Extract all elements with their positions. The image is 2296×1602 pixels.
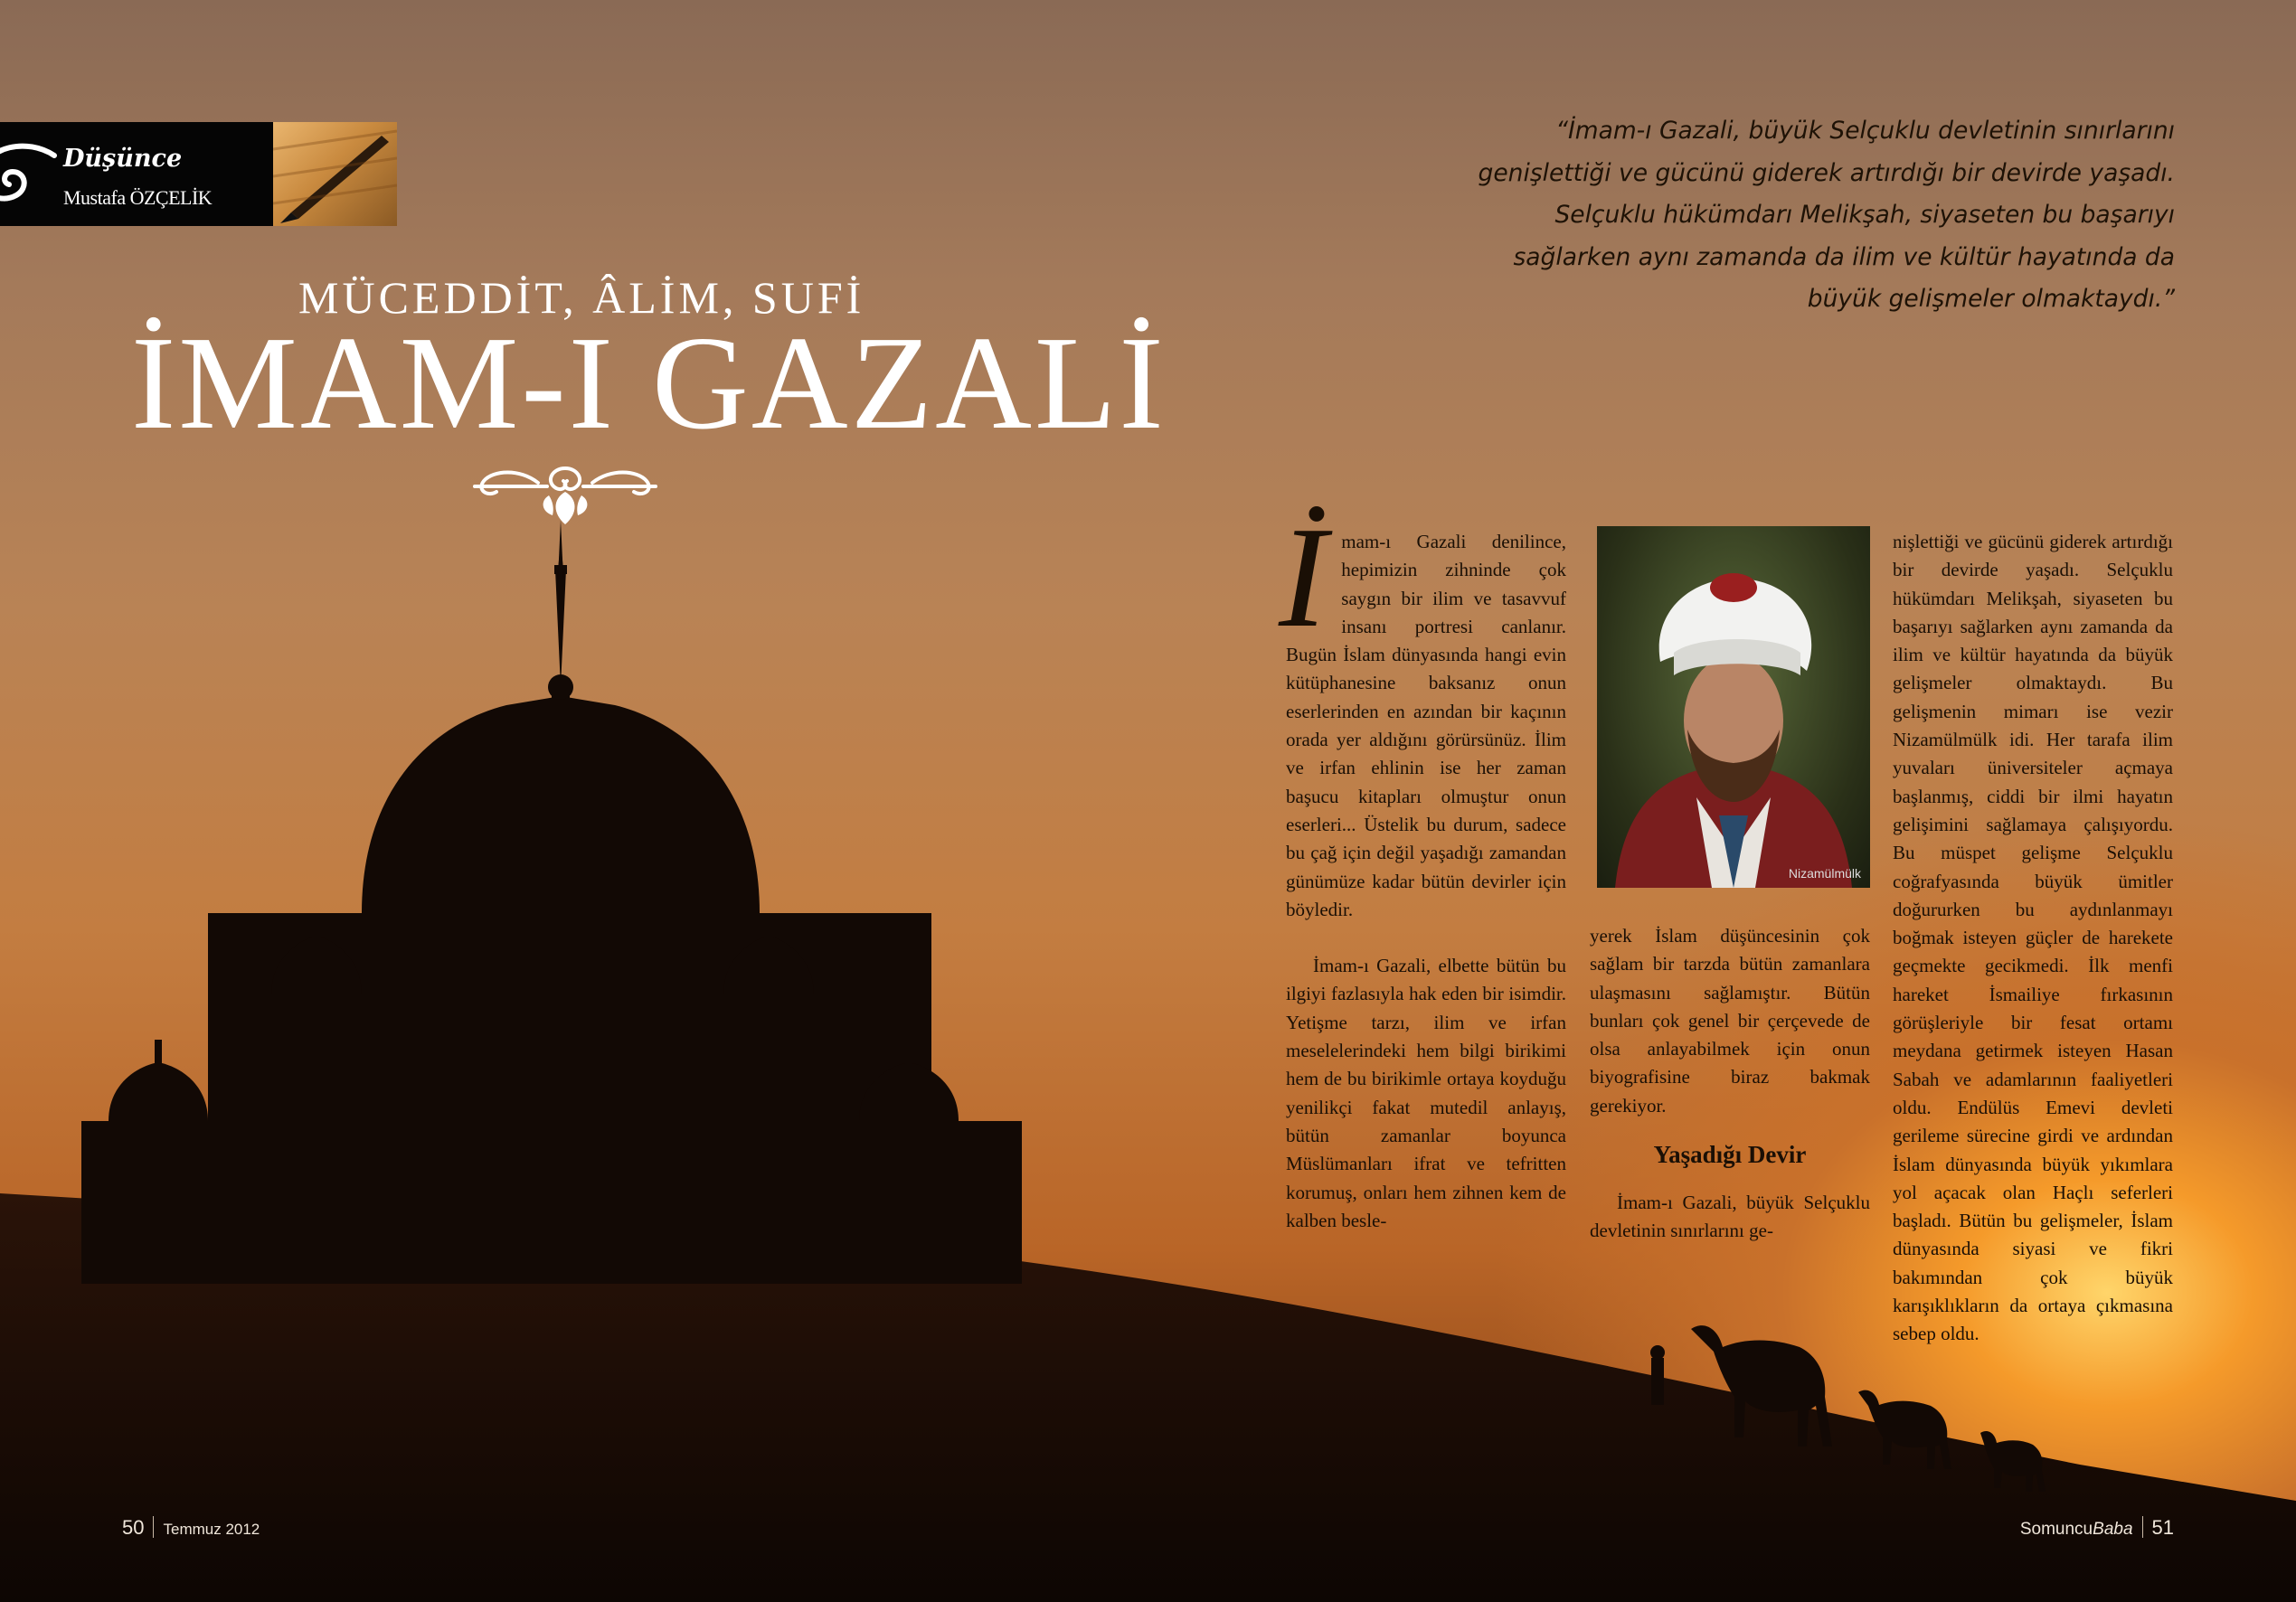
portrait-image — [1597, 526, 1870, 888]
paragraph-2: İmam-ı Gazali, elbette bütün bu ilgiyi fazlasıyla hak eden bir isimdir. Yetişme tarzı, ilim ve irfan meselelerindeki hem bilgi birikimi hem de bu birikimle ortaya koyduğu yenilikçi fakat mutedil anlayış, bütün zamanlar boyunca Müslümanları ifrat ve tefritten korumuş, onları hem zihnen kem de kalben besle- — [1286, 955, 1566, 1231]
paragraph-2-continued: yerek İslam düşüncesinin çok sağlam bir tarzda bütün zamanlara ulaşmasını sağlamıştır. Bütün bunları çok genel bir çerçevede de olsa anlayabilmek için onun biyografisine biraz bakmak gerekiyor. — [1590, 925, 1870, 1117]
section-label: Düşünce — [63, 145, 183, 173]
opening-paragraph: İmam-ı Gazali denilince, hepimizin zihninde çok saygın bir ilim ve tasavvuf insanı portresi canlanır. Bugün İslam dünyasında hangi evin kütüphanesine baksanız onun eserlerinden en azından bir kaçının orada yer aldığını görürsünüz. İlim ve irfan ehlinin ise her zaman başucu kitapları olmuştur onun eserleri... Üstelik bu durum, sadece bu çağ için değil yaşadığı zamandan günümüze kadar bütün devirler için böyledir. — [1279, 496, 1566, 920]
page-number-right: 51 — [2151, 1516, 2174, 1539]
page-number-left: 50 — [122, 1516, 145, 1539]
portrait-illustration — [1597, 526, 1870, 888]
pull-quote: “İmam-ı Gazali, büyük Selçuklu devletinin sınırlarını genişlettiği ve gücünü giderek artırdığı bir devirde yaşadı. Selçuklu hükümdarı Melikşah, siyaseten bu başarıyı sağlarken aynı zamanda da ilim ve kültür hayatında da büyük gelişmeler olmaktaydı.” — [1478, 117, 2175, 313]
body-column-1 — [1279, 496, 1566, 1235]
pen-photo — [273, 122, 397, 226]
author-name: Mustafa ÖZÇELİK — [63, 186, 213, 209]
flourish-ornament-icon — [466, 459, 665, 527]
portrait-credit: Nizamülmülk — [1788, 866, 1861, 881]
swirl-ornament-icon — [0, 137, 59, 210]
issue-date: Temmuz 2012 — [163, 1521, 260, 1538]
magazine-name: SomuncuBaba — [2019, 1520, 2133, 1539]
body-column-3 — [1893, 528, 2173, 1349]
section-heading: Yaşadığı Devir — [1653, 1141, 1807, 1169]
article-subtitle: MÜCEDDİT, ÂLİM, SUFİ — [298, 272, 865, 323]
paragraph-3: İmam-ı Gazali, büyük Selçuklu devletinin sınırlarını ge- — [1590, 1192, 1870, 1242]
folio-right — [2020, 1516, 2174, 1540]
mosque-silhouette — [81, 520, 1022, 1284]
paragraph-3-continued: nişlettiği ve gücünü giderek artırdığı bir devirde yaşadı. Selçuklu hükümdarı Melikşah, siyaseten bu başarıyı sağlarken aynı zamanda da ilim ve kültür hayatında da büyük gelişmeler olmaktaydı. Bu gelişmenin mimarı ise vezir Nizamülmülk idi. Her tarafa ilim yuvaları üniversiteler açmaya başlanmış, ciddi bir ilmi hayatın gelişimini sağlamaya çalışıyordu. Bu müspet gelişme Selçuklu coğrafyasında büyük ümitler doğururken bu aydınlanmayı boğmak isteyen güçler de harekete geçmekte gecikmedi. İlk menfi hareket İsmailiye fırkasının görüşleriyle bir fesat ortamı meydana getirmek isteyen Hasan Sabah ve adamlarının faaliyetleri oldu. Endülüs Emevi devleti gerileme sürecine girdi ve ardından İslam dünyasında büyük yıkımlara yol açacak olan Haçlı seferleri başladı. Bütün bu gelişmeler, İslam dünyasında siyasi ve fikri bakımından çok büyük karışıklıkların da ortaya çıkmasına sebep oldu. — [1893, 531, 2173, 1345]
drop-cap: İ — [1279, 496, 1328, 657]
article-title: İMAM-I GAZALİ — [131, 309, 1167, 457]
folio-left — [122, 1516, 260, 1540]
body-column-2 — [1590, 922, 1870, 1246]
fountain-pen-icon — [273, 122, 397, 226]
